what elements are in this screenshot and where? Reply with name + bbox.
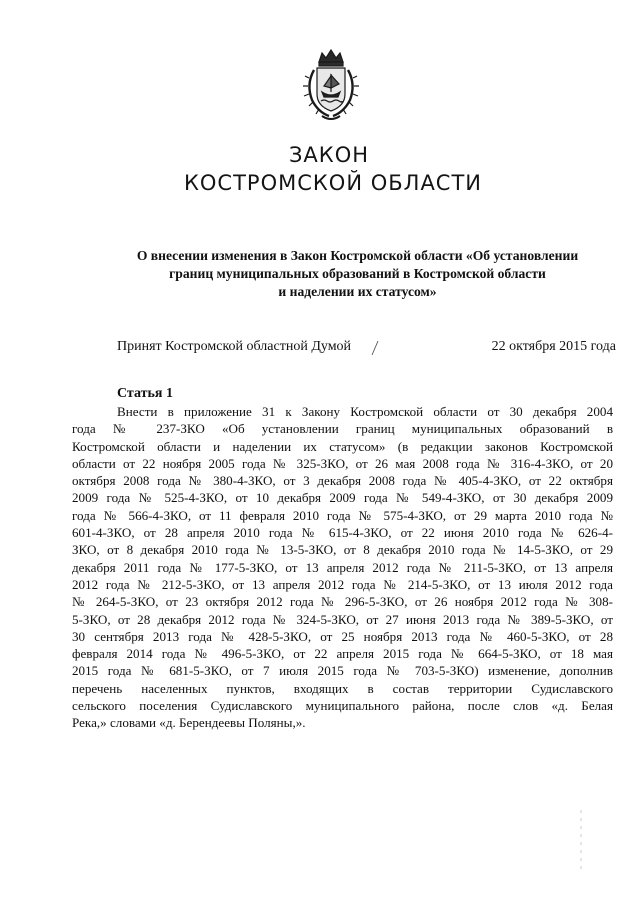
article-line: 2015 года № 681-5-ЗКО, от 7 июля 2015 года № 703-5-ЗКО) изменение, дополнив	[72, 663, 613, 679]
pen-mark-icon	[370, 340, 380, 356]
kostroma-coat-of-arms-icon	[300, 48, 362, 124]
article-line: № 264-5-ЗКО, от 23 октября 2012 года № 296-5-ЗКО, от 26 ноября 2012 года № 308-	[72, 594, 613, 610]
subject-line: границ муниципальных образований в Костромской области	[169, 266, 546, 281]
article-line: 5-ЗКО, от 28 декабря 2012 года № 324-5-ЗКО, от 27 июня 2013 года № 389-5-ЗКО, от	[72, 611, 613, 627]
adoption-text: Принят Костромской областной Думой	[117, 339, 352, 354]
article-body	[72, 403, 613, 732]
article-line: года № 566-4-ЗКО, от 11 февраля 2010 года № 575-4-ЗКО, от 29 марта 2010 года №	[72, 507, 613, 523]
article-line: ЗКО, от 8 декабря 2010 года № 13-5-ЗКО, от 8 декабря 2010 года № 14-5-ЗКО, от 29	[72, 542, 613, 558]
scan-artifact	[579, 810, 583, 870]
article-line: года № 237-ЗКО «Об установлении границ муниципальных образований в	[72, 421, 613, 437]
article-line: сельского поселения Судиславского муниципального района, после слов «д. Белая	[72, 698, 613, 714]
subject-line: О внесении изменения в Закон Костромской области «Об установлении	[136, 248, 579, 263]
subject-line: и наделении их статусом»	[278, 284, 437, 299]
article-line: Река,» словами «д. Берендеевы Поляны,».	[72, 715, 306, 731]
article-line: Костромской области и наделении их статусом» (в редакции законов Костромской	[72, 438, 613, 454]
article-line: 601-4-ЗКО, от 28 апреля 2010 года № 615-4-ЗКО, от 22 июня 2010 года № 626-4-	[72, 525, 613, 541]
law-title: ЗАКОН	[288, 143, 370, 167]
article-line: перечень населенных пунктов, входящих в состав территории Судиславского	[72, 680, 613, 696]
article-line: Внести в приложение 31 к Закону Костромской области от 30 декабря 2004	[117, 404, 613, 419]
article-line: 30 сентября 2013 года № 428-5-ЗКО, от 25 ноября 2013 года № 460-5-ЗКО, от 28	[72, 628, 613, 644]
article-line: февраля 2014 года № 496-5-ЗКО, от 22 апреля 2015 года № 664-5-ЗКО, от 18 мая	[72, 646, 613, 662]
article-line: декабря 2011 года № 177-5-ЗКО, от 13 апреля 2012 года № 211-5-ЗКО, от 13 апреля	[72, 559, 613, 575]
adoption-date: 22 октября 2015 года	[491, 339, 616, 354]
article-line: 2009 года № 525-4-ЗКО, от 10 декабря 2009 года № 549-4-ЗКО, от 30 декабря 2009	[72, 490, 613, 506]
article-line: области от 22 ноября 2005 года № 325-ЗКО, от 26 мая 2008 года № 316-4-ЗКО, от 20	[72, 455, 613, 471]
article-heading: Статья 1	[117, 386, 173, 401]
article-line: 2012 года № 212-5-ЗКО, от 13 апреля 2012 года № 214-5-ЗКО, от 13 июля 2012 года	[72, 576, 613, 592]
law-region: КОСТРОМСКОЙ ОБЛАСТИ	[183, 171, 483, 195]
article-line: октября 2008 года № 380-4-ЗКО, от 3 декабря 2008 года № 405-4-ЗКО, от 22 октября	[72, 473, 613, 489]
